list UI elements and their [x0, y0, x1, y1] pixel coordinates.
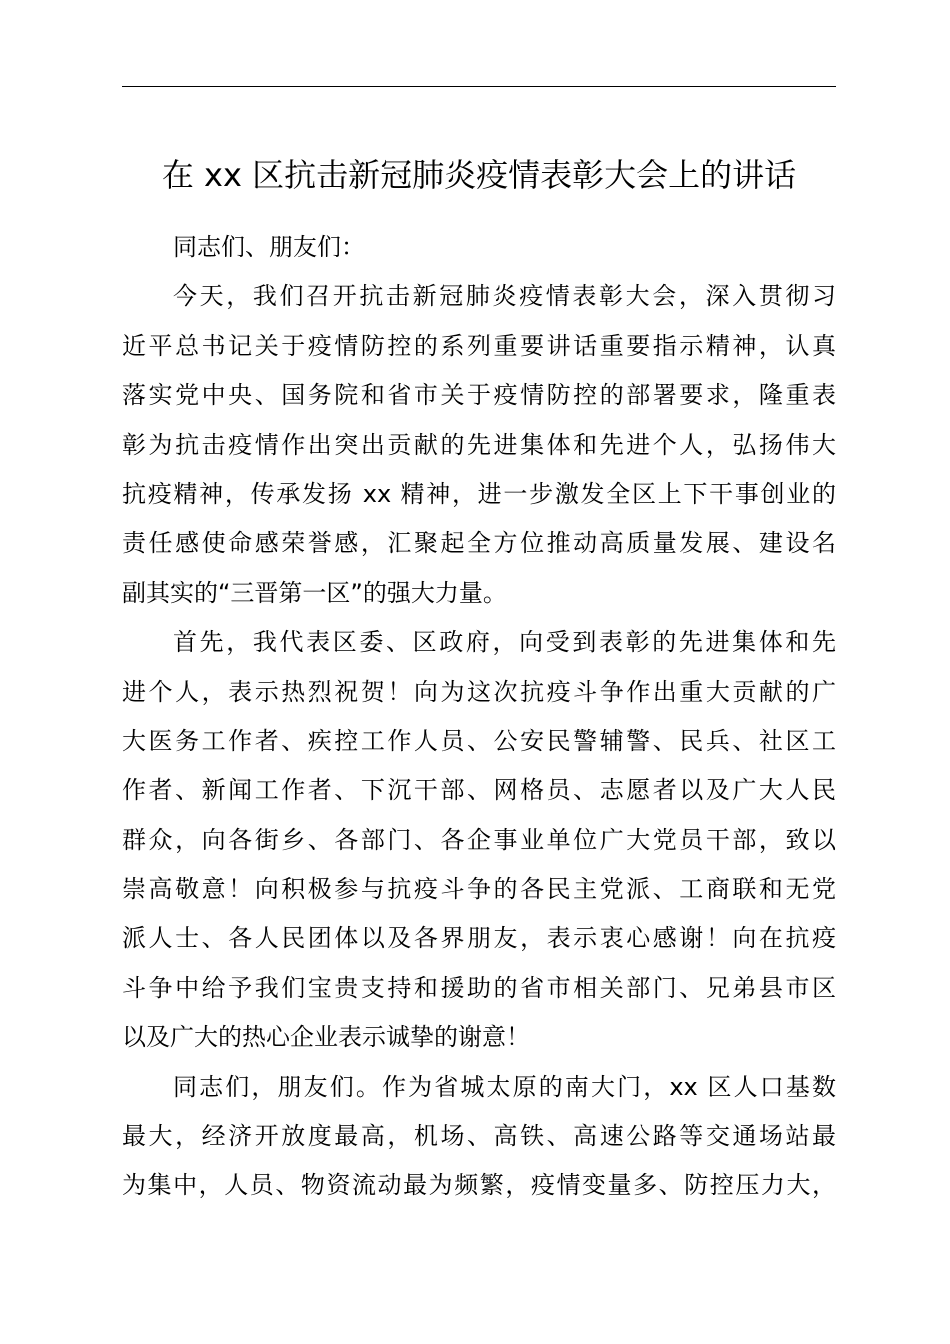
- text-line: 首先，我代表区委、区政府，向受到表彰的先进集体和先: [173, 628, 836, 657]
- text-line: 以及广大的热心企业表示诚挚的谢意！: [122, 1023, 530, 1052]
- text-line: 斗争中给予我们宝贵支持和援助的省市相关部门、兄弟县市区: [122, 973, 836, 1002]
- header-rule: [122, 86, 836, 87]
- paragraph-3: [122, 1063, 836, 1211]
- text-line: 责任感使命感荣誉感，汇聚起全方位推动高质量发展、建设名: [122, 529, 836, 558]
- text-line: 派人士、各人民团体以及各界朋友，表示衷心感谢！向在抗疫: [122, 924, 836, 953]
- text-line: 今天，我们召开抗击新冠肺炎疫情表彰大会，深入贯彻习: [173, 282, 836, 311]
- paragraph-1: [122, 272, 836, 618]
- text-line: 为集中，人员、物资流动最为频繁，疫情变量多、防控压力大，: [122, 1171, 836, 1200]
- document-title: 在 xx 区抗击新冠肺炎疫情表彰大会上的讲话: [161, 156, 797, 194]
- text-line: 抗疫精神，传承发扬 xx 精神，进一步激发全区上下干事创业的: [122, 479, 836, 508]
- paragraph-2: [122, 618, 836, 1063]
- document-body: [122, 223, 836, 1211]
- text-line: 进个人，表示热烈祝贺！向为这次抗疫斗争作出重大贡献的广: [122, 677, 836, 706]
- text-line: 同志们，朋友们。作为省城太原的南大门，xx 区人口基数: [173, 1072, 836, 1101]
- text-line: 崇高敬意！向积极参与抗疫斗争的各民主党派、工商联和无党: [122, 875, 836, 904]
- text-line: 最大，经济开放度最高，机场、高铁、高速公路等交通场站最: [122, 1122, 836, 1151]
- text-line: 落实党中央、国务院和省市关于疫情防控的部署要求，隆重表: [122, 381, 836, 410]
- salutation: 同志们、朋友们：: [173, 233, 365, 261]
- text-line: 彰为抗击疫情作出突出贡献的先进集体和先进个人，弘扬伟大: [122, 430, 836, 459]
- text-line: 副其实的“三晋第一区”的强大力量。: [122, 578, 507, 607]
- text-line: 近平总书记关于疫情防控的系列重要讲话重要指示精神，认真: [122, 331, 836, 360]
- text-line: 大医务工作者、疾控工作人员、公安民警辅警、民兵、社区工: [122, 726, 836, 755]
- text-line: 作者、新闻工作者、下沉干部、网格员、志愿者以及广大人民: [122, 776, 836, 805]
- text-line: 群众，向各街乡、各部门、各企事业单位广大党员干部，致以: [122, 825, 836, 854]
